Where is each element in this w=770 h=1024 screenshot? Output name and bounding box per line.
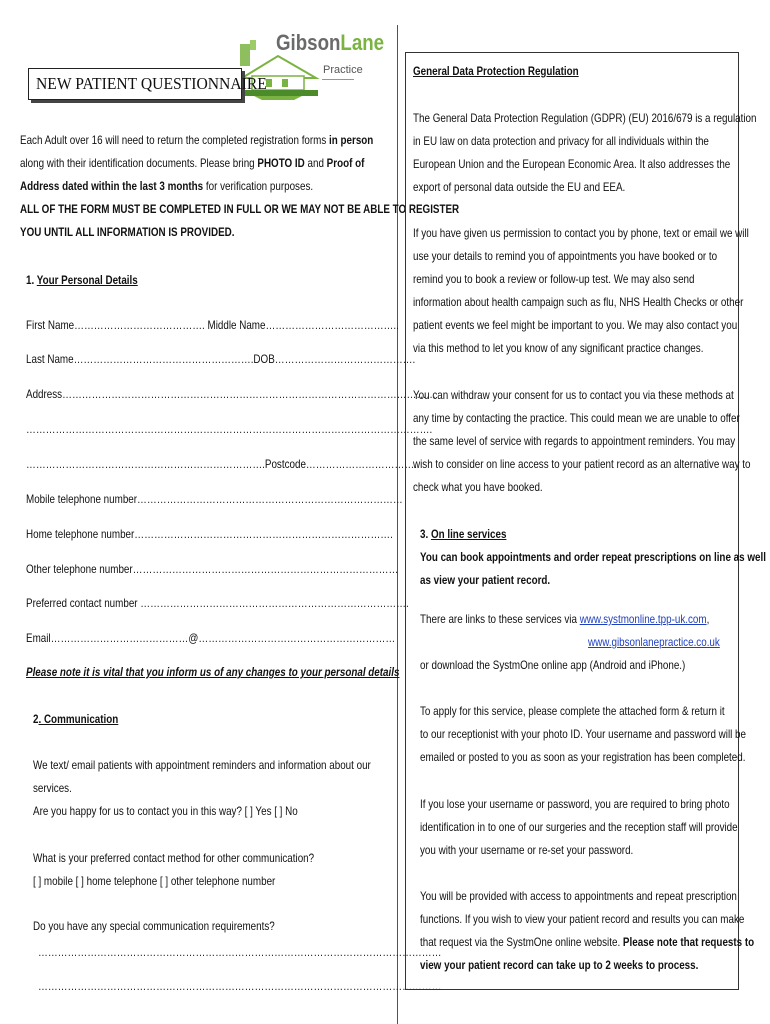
download-app-text: or download the SystmOne online app (Android and iPhone.)	[420, 658, 686, 672]
section-1-heading: 1. Your Personal Details	[26, 273, 138, 287]
intro-line-1: Each Adult over 16 will need to return the completed registration forms in person	[20, 133, 374, 147]
home-telephone-field[interactable]: Home telephone number…………………………………………………………………….	[26, 527, 393, 541]
special-requirements-question: Do you have any special communication requirements?	[33, 919, 275, 933]
last-name-dob-field[interactable]: Last Name……………………………………………….DOB…………………………………….	[26, 352, 416, 366]
personal-details-note: Please note it is vital that you inform us of any changes to your personal details	[26, 665, 400, 679]
preferred-method-options[interactable]: [ ] mobile [ ] home telephone [ ] other telephone number	[33, 874, 276, 888]
address-field-line-2[interactable]: …………………………………………………………………………………………………………….	[26, 422, 433, 436]
special-requirements-line-1[interactable]: ……………………………………………………………………………………………………………	[38, 945, 442, 959]
section-3-heading: 3. On line services	[420, 527, 507, 541]
section-2-heading: 2. Communication	[33, 712, 119, 726]
preferred-method-question: What is your preferred contact method for other communication?	[33, 851, 315, 865]
online-services-bold-line-2: as view your patient record.	[420, 573, 551, 587]
intro-line-3: Address dated within the last 3 months for verification purposes.	[20, 179, 314, 193]
logo-underline	[322, 79, 354, 80]
postcode-field[interactable]: ……………………………………………………………….Postcode…………………………….	[26, 457, 417, 471]
links-line: There are links to these services via www.systmonline.tpp-uk.com,	[420, 612, 710, 626]
column-divider	[397, 25, 398, 1024]
other-telephone-field[interactable]: Other telephone number………………………………………………………………………	[26, 562, 399, 576]
systmonline-link[interactable]: www.systmonline.tpp-uk.com	[579, 612, 707, 626]
address-field[interactable]: Address……………………………………………………………………………………………………	[26, 387, 437, 401]
gdpr-heading: General Data Protection Regulation	[413, 64, 579, 78]
online-services-bold-line-1: You can book appointments and order repeat prescriptions on line as well	[420, 550, 766, 564]
special-requirements-line-2[interactable]: ……………………………………………………………………………………………………………	[38, 979, 442, 993]
warning-line-2: YOU UNTIL ALL INFORMATION IS PROVIDED.	[20, 225, 235, 239]
logo-name: GibsonLane	[276, 30, 385, 55]
communication-text-line-2: services.	[33, 781, 72, 795]
logo-subtitle: Practice	[323, 64, 363, 76]
first-middle-name-field[interactable]: First Name…………………………………. Middle Name…………………………………..	[26, 318, 399, 332]
communication-text-line-1: We text/ email patients with appointment reminders and information about our	[33, 758, 371, 772]
intro-line-2: along with their identification documents. Please bring PHOTO ID and Proof of	[20, 156, 365, 170]
mobile-telephone-field[interactable]: Mobile telephone number………………………………………………………………………	[26, 492, 403, 506]
email-field[interactable]: Email……………………………………@……………………………………………………	[26, 631, 396, 645]
page-title: NEW PATIENT QUESTIONNAIRE	[36, 74, 267, 93]
warning-line-1: ALL OF THE FORM MUST BE COMPLETED IN FULL OR WE MAY NOT BE ABLE TO REGISTER	[20, 202, 460, 216]
contact-consent-question[interactable]: Are you happy for us to contact you in this way? [ ] Yes [ ] No	[33, 804, 298, 818]
preferred-contact-field[interactable]: Preferred contact number ……………………………………………………………………….	[26, 596, 409, 610]
practice-website-link[interactable]: www.gibsonlanepractice.co.uk	[588, 635, 720, 649]
